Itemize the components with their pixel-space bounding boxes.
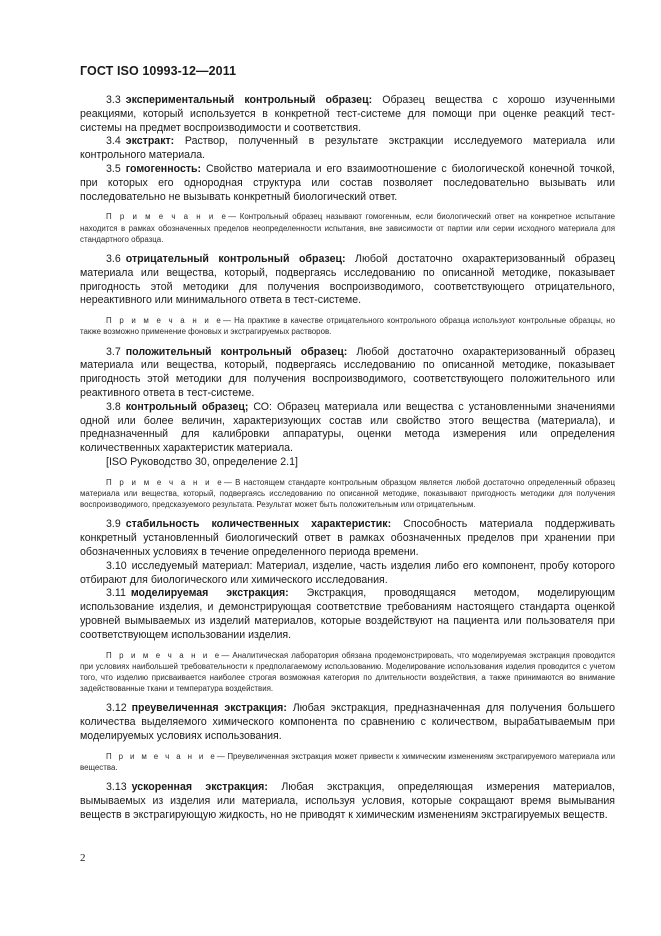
term-text: СО: Образец материала или вещества с установленными значениями одной или более величин, характеризующих состав или свойство этого вещества (материала), и предназначенный для калибровки аппаратуры, оценки метода измерения или определения количественных характеристик материала. [80,400,615,455]
term-definition [80,135,615,163]
term-name: положительный контрольный образец: [125,345,348,358]
term-text: исследуемый материал: Материал, изделие, часть изделия либо его компонент, пробу которого отбирают для биологического или химического исследования. [80,559,615,586]
note-text: — Контрольный образец называют гомогенным, если биологический ответ на конкретное испытание находится в рамках обозначенных пределов неопределенности испытания, вне зависимости от партии или серии исходного материала для стандартного образца. [80,212,615,244]
note-label: П р и м е ч а н и е [106,751,217,761]
term-number: 3.5 [106,162,121,175]
note-label: П р и м е ч а н и е [106,477,224,487]
term-name: контрольный образец; [125,400,249,413]
term-number: 3.9 [106,518,121,531]
term-text: Свойство материала и его взаимоотношение с биологической конечной точкой, при которых его однородная структура или состав позволяет последовательно вызывать или последовательно не вызывать конкретный биологический ответ. [80,162,615,203]
standard-title: ГОСТ ISO 10993-12—2011 [80,64,237,78]
term-definition [80,94,615,135]
term-definition [80,702,615,743]
note-label: П р и м е ч а н и е [106,212,229,222]
term-name: экстракт: [125,135,175,148]
note-text: — Аналитическая лаборатория обязана продемонстрировать, что моделируемая экстракция проводится при условиях наибольшей требовательности к предполагаемому использованию. Моделирование использования изделия проводится с учетом того, что изделию присваивается наиболее строгая возможная категория по длительности воздействия, а также принимаются во внимание задействованные ткани и температура воздействия. [80,650,615,694]
note [80,315,615,337]
term-text: Способность материала поддерживать конкретный установленный биологический ответ в рамках обозначенных пределов при хранении при обозначенных условиях в течение определенного периода времени. [80,518,615,558]
term-number: 3.3 [106,94,121,106]
term-definition [80,560,615,588]
term-name: экспериментальный контрольный образец: [125,94,373,106]
page-number: 2 [80,852,86,864]
note [80,211,615,245]
term-number: 3.7 [106,345,121,358]
term-number: 3.8 [106,400,121,413]
term-definition [80,781,615,822]
term-name: преувеличенная экстракция: [131,702,287,715]
note-text: — На практике в качестве отрицательного контрольного образца используют контрольные образцы, но также возможно применение фоновых и экстрагируемых растворов. [80,316,615,337]
term-text: Образец вещества с хорошо изученными реакциями, который используется в конкретной тест-системе для помощи при оценке реакций тест-системы на предмет воспроизводимости и соответствия. [80,94,615,134]
note-text: — В настоящем стандарте контрольным образцом является любой достаточно определенный образец материала или вещества, который, подвергаясь исследованию по описанной методике, показывают пригодность методики для получения воспроизводимого, предсказуемого результата. Результат может быть положительным или отрицательным. [80,477,615,510]
term-number: 3.6 [106,252,121,265]
document-body [80,94,615,823]
note-text: — Преувеличенная экстракция может привести к химическим изменениям экстрагируемого материала или вещества. [80,751,615,772]
term-number: 3.10 [106,559,127,572]
term-name: моделируемая экстракция: [130,587,289,600]
term-text: Раствор, полученный в результате экстракции исследуемого материала или контрольного материала. [80,135,615,162]
term-definition [80,587,615,642]
term-text: Любая экстракция, предназначенная для получения большего количества выделяемого химического компонента по сравнению с количеством, вырабатываемым при моделируемых условиях использования. [80,702,615,742]
term-definition [80,253,615,308]
term-name: стабильность количественных характеристик: [125,518,392,531]
note [80,751,615,773]
note [80,650,615,695]
term-text: Любой достаточно охарактеризованный образец материала или вещества, который, подвергаясь исследованию по описанной методике, показывает пригодность этой методики для получения воспроизводимого, соответствующего положительного или реактивного ответа в тест-системе. [80,345,615,399]
term-number: 3.11 [106,587,126,600]
term-definition [80,401,615,456]
term-text: Любой достаточно охарактеризованный образец материала или вещества, который, подвергаясь исследованию по описанной методике, показывает пригодность этой методики для получения воспроизводимого, соответствующего отрицательного, нереактивного или минимального ответа в тест-системе. [80,252,615,307]
note [80,477,615,511]
term-name: отрицательный контрольный образец: [125,252,346,265]
term-name: ускоренная экстракция: [131,781,268,794]
note-label: П р и м е ч а н и е [106,650,222,660]
term-number: 3.12 [106,702,127,715]
note-label: П р и м е ч а н и е [106,316,223,326]
term-definition [80,518,615,559]
term-text: Экстракция, проводящаяся методом, моделирующим использование изделия, и демонстрирующая соответствие требованиям настоящего стандарта оценкой уровней вымываемых из изделий материалов, которые воздействуют на пациента или пользователя при соответствующем использовании изделия. [80,587,615,641]
term-definition [80,163,615,204]
term-text: Любая экстракция, определяющая измерения материалов, вымываемых из изделия или материала, используя условия, которые сокращают время вымывания веществ в экстрагирующую жидкость, но не приводят к химическим изменениям экстрагируемых веществ. [80,781,615,821]
term-definition [80,346,615,401]
reference: [ISO Руководство 30, определение 2.1] [106,455,298,468]
term-number: 3.4 [106,135,121,148]
term-number: 3.13 [106,781,127,794]
term-name: гомогенность: [125,162,202,175]
